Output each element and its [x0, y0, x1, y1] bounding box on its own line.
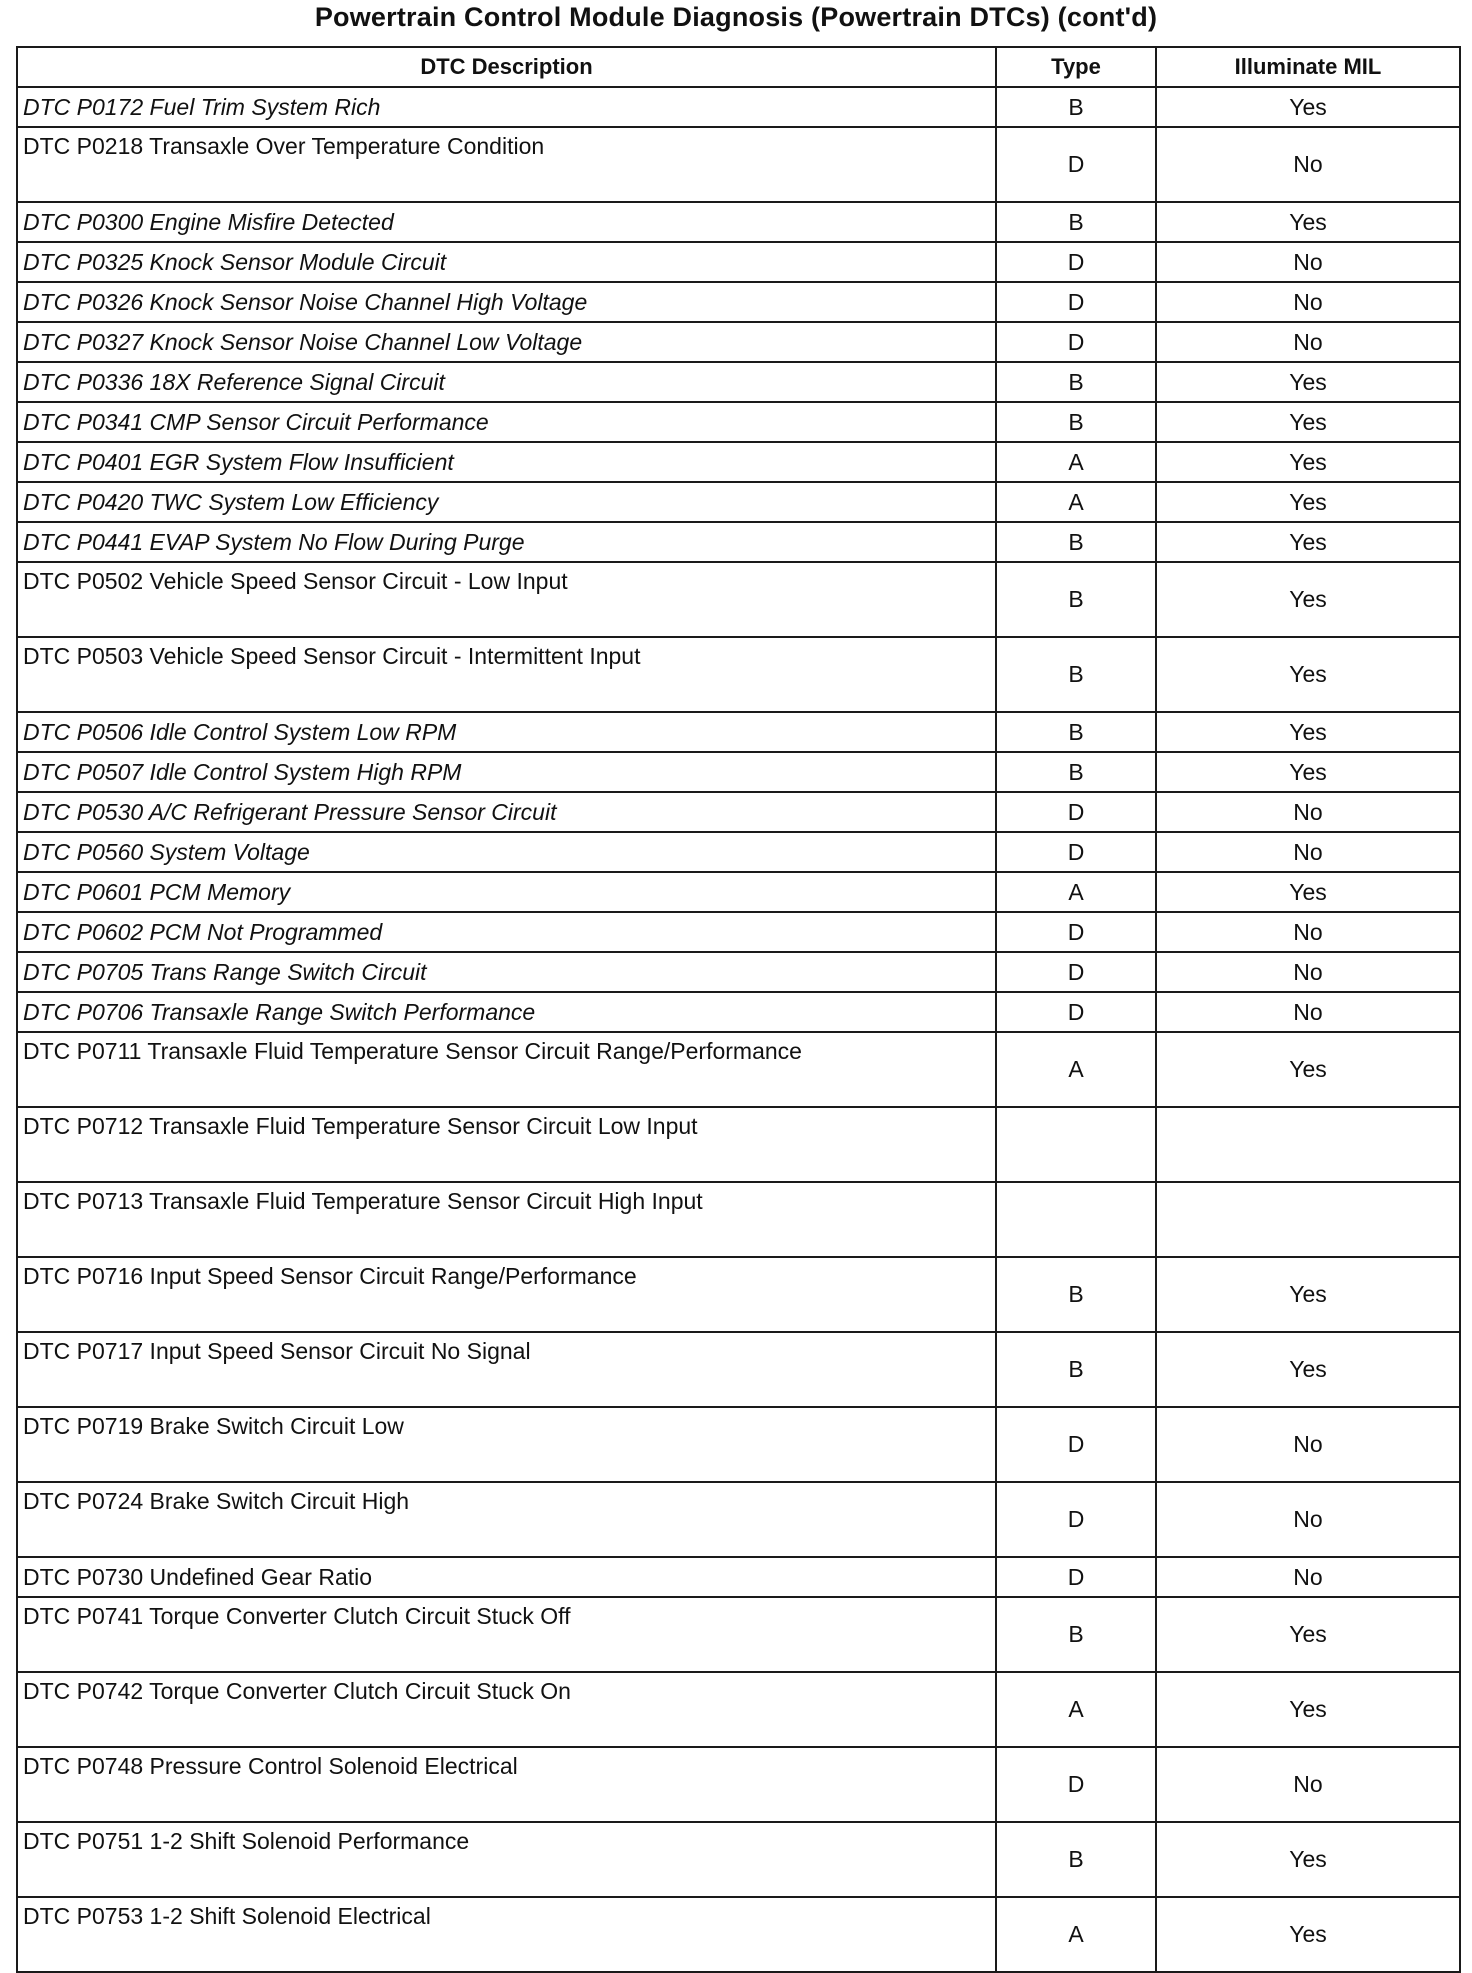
dtc-mil: Yes [1156, 872, 1460, 912]
dtc-type: D [996, 952, 1156, 992]
table-row [17, 562, 1460, 637]
dtc-description: DTC P0706 Transaxle Range Switch Performance [17, 992, 996, 1032]
table-row [17, 1332, 1460, 1407]
table-row [17, 832, 1460, 872]
dtc-type: A [996, 1032, 1156, 1107]
dtc-mil: Yes [1156, 1822, 1460, 1897]
dtc-type: B [996, 87, 1156, 127]
dtc-description: DTC P0341 CMP Sensor Circuit Performance [17, 402, 996, 442]
table-row [17, 522, 1460, 562]
dtc-type: D [996, 242, 1156, 282]
table-row [17, 1597, 1460, 1672]
dtc-description: DTC P0336 18X Reference Signal Circuit [17, 362, 996, 402]
dtc-description: DTC P0711 Transaxle Fluid Temperature Sensor Circuit Range/Performance [17, 1032, 996, 1107]
dtc-type: B [996, 1597, 1156, 1672]
dtc-type: A [996, 1672, 1156, 1747]
dtc-type: D [996, 832, 1156, 872]
table-row [17, 1407, 1460, 1482]
dtc-description: DTC P0719 Brake Switch Circuit Low [17, 1407, 996, 1482]
dtc-description: DTC P0712 Transaxle Fluid Temperature Sensor Circuit Low Input [17, 1107, 996, 1182]
dtc-mil: Yes [1156, 362, 1460, 402]
dtc-mil [1156, 1182, 1460, 1257]
dtc-mil: Yes [1156, 637, 1460, 712]
table-row [17, 752, 1460, 792]
dtc-type: A [996, 442, 1156, 482]
dtc-description: DTC P0325 Knock Sensor Module Circuit [17, 242, 996, 282]
header-dtc-description: DTC Description [17, 47, 996, 87]
dtc-mil: Yes [1156, 402, 1460, 442]
dtc-description: DTC P0420 TWC System Low Efficiency [17, 482, 996, 522]
dtc-mil: No [1156, 322, 1460, 362]
dtc-mil: Yes [1156, 202, 1460, 242]
table-row [17, 912, 1460, 952]
dtc-type: D [996, 1557, 1156, 1597]
dtc-description: DTC P0748 Pressure Control Solenoid Electrical [17, 1747, 996, 1822]
table-row [17, 1482, 1460, 1557]
table-row [17, 1257, 1460, 1332]
dtc-type: D [996, 282, 1156, 322]
dtc-type: A [996, 1897, 1156, 1972]
dtc-type [996, 1182, 1156, 1257]
dtc-mil: No [1156, 952, 1460, 992]
dtc-description: DTC P0753 1-2 Shift Solenoid Electrical [17, 1897, 996, 1972]
table-row [17, 712, 1460, 752]
dtc-mil: No [1156, 1557, 1460, 1597]
dtc-type: B [996, 1822, 1156, 1897]
table-row [17, 282, 1460, 322]
dtc-mil [1156, 1107, 1460, 1182]
dtc-description: DTC P0705 Trans Range Switch Circuit [17, 952, 996, 992]
table-row [17, 442, 1460, 482]
dtc-mil: Yes [1156, 1897, 1460, 1972]
dtc-description: DTC P0300 Engine Misfire Detected [17, 202, 996, 242]
table-row [17, 1672, 1460, 1747]
dtc-mil: No [1156, 282, 1460, 322]
dtc-description: DTC P0560 System Voltage [17, 832, 996, 872]
dtc-type: B [996, 1332, 1156, 1407]
dtc-description: DTC P0751 1-2 Shift Solenoid Performance [17, 1822, 996, 1897]
dtc-mil: Yes [1156, 442, 1460, 482]
dtc-mil: Yes [1156, 712, 1460, 752]
dtc-mil: Yes [1156, 1257, 1460, 1332]
dtc-type: D [996, 1747, 1156, 1822]
dtc-description: DTC P0741 Torque Converter Clutch Circuit Stuck Off [17, 1597, 996, 1672]
dtc-mil: Yes [1156, 1672, 1460, 1747]
dtc-description: DTC P0601 PCM Memory [17, 872, 996, 912]
dtc-mil: Yes [1156, 1597, 1460, 1672]
dtc-type: B [996, 362, 1156, 402]
dtc-description: DTC P0530 A/C Refrigerant Pressure Sensor Circuit [17, 792, 996, 832]
dtc-description: DTC P0506 Idle Control System Low RPM [17, 712, 996, 752]
dtc-mil: No [1156, 242, 1460, 282]
dtc-type: D [996, 1482, 1156, 1557]
table-row [17, 322, 1460, 362]
dtc-type: D [996, 992, 1156, 1032]
dtc-type: B [996, 1257, 1156, 1332]
dtc-mil: No [1156, 1407, 1460, 1482]
dtc-mil: Yes [1156, 1032, 1460, 1107]
table-row [17, 1897, 1460, 1972]
table-row [17, 362, 1460, 402]
dtc-description: DTC P0713 Transaxle Fluid Temperature Sensor Circuit High Input [17, 1182, 996, 1257]
table-row [17, 402, 1460, 442]
dtc-mil: No [1156, 127, 1460, 202]
table-row [17, 1032, 1460, 1107]
table-row [17, 87, 1460, 127]
header-type: Type [996, 47, 1156, 87]
dtc-type: B [996, 402, 1156, 442]
dtc-type: B [996, 752, 1156, 792]
dtc-description: DTC P0717 Input Speed Sensor Circuit No Signal [17, 1332, 996, 1407]
dtc-type: D [996, 792, 1156, 832]
dtc-mil: Yes [1156, 1332, 1460, 1407]
dtc-description: DTC P0401 EGR System Flow Insufficient [17, 442, 996, 482]
dtc-type: D [996, 322, 1156, 362]
dtc-description: DTC P0730 Undefined Gear Ratio [17, 1557, 996, 1597]
dtc-description: DTC P0218 Transaxle Over Temperature Condition [17, 127, 996, 202]
dtc-mil: Yes [1156, 752, 1460, 792]
dtc-type: B [996, 712, 1156, 752]
dtc-mil: No [1156, 912, 1460, 952]
dtc-type: A [996, 872, 1156, 912]
dtc-type: D [996, 127, 1156, 202]
dtc-description: DTC P0716 Input Speed Sensor Circuit Range/Performance [17, 1257, 996, 1332]
dtc-description: DTC P0441 EVAP System No Flow During Purge [17, 522, 996, 562]
table-row [17, 872, 1460, 912]
dtc-description: DTC P0602 PCM Not Programmed [17, 912, 996, 952]
table-row [17, 1107, 1460, 1182]
dtc-mil: Yes [1156, 522, 1460, 562]
table-row [17, 202, 1460, 242]
dtc-type [996, 1107, 1156, 1182]
dtc-type: D [996, 912, 1156, 952]
dtc-description: DTC P0502 Vehicle Speed Sensor Circuit - Low Input [17, 562, 996, 637]
dtc-mil: No [1156, 1747, 1460, 1822]
dtc-table [16, 46, 1461, 1973]
dtc-mil: Yes [1156, 562, 1460, 637]
dtc-type: A [996, 482, 1156, 522]
table-row [17, 992, 1460, 1032]
dtc-type: B [996, 562, 1156, 637]
dtc-description: DTC P0326 Knock Sensor Noise Channel High Voltage [17, 282, 996, 322]
table-row [17, 482, 1460, 522]
dtc-type: D [996, 1407, 1156, 1482]
table-row [17, 1557, 1460, 1597]
dtc-mil: No [1156, 1482, 1460, 1557]
table-row [17, 242, 1460, 282]
dtc-description: DTC P0507 Idle Control System High RPM [17, 752, 996, 792]
table-row [17, 952, 1460, 992]
dtc-type: B [996, 637, 1156, 712]
dtc-mil: No [1156, 992, 1460, 1032]
dtc-mil: No [1156, 792, 1460, 832]
dtc-description: DTC P0742 Torque Converter Clutch Circuit Stuck On [17, 1672, 996, 1747]
table-row [17, 1822, 1460, 1897]
table-row [17, 792, 1460, 832]
dtc-description: DTC P0327 Knock Sensor Noise Channel Low Voltage [17, 322, 996, 362]
table-header-row [17, 47, 1460, 87]
dtc-description: DTC P0724 Brake Switch Circuit High [17, 1482, 996, 1557]
table-row [17, 637, 1460, 712]
dtc-description: DTC P0503 Vehicle Speed Sensor Circuit - Intermittent Input [17, 637, 996, 712]
dtc-mil: No [1156, 832, 1460, 872]
table-row [17, 1747, 1460, 1822]
dtc-type: B [996, 202, 1156, 242]
table-row [17, 1182, 1460, 1257]
dtc-mil: Yes [1156, 87, 1460, 127]
page-title: Powertrain Control Module Diagnosis (Powertrain DTCs) (cont'd) [314, 2, 1158, 32]
dtc-mil: Yes [1156, 482, 1460, 522]
header-illuminate-mil: Illuminate MIL [1156, 47, 1460, 87]
dtc-description: DTC P0172 Fuel Trim System Rich [17, 87, 996, 127]
table-row [17, 127, 1460, 202]
dtc-type: B [996, 522, 1156, 562]
